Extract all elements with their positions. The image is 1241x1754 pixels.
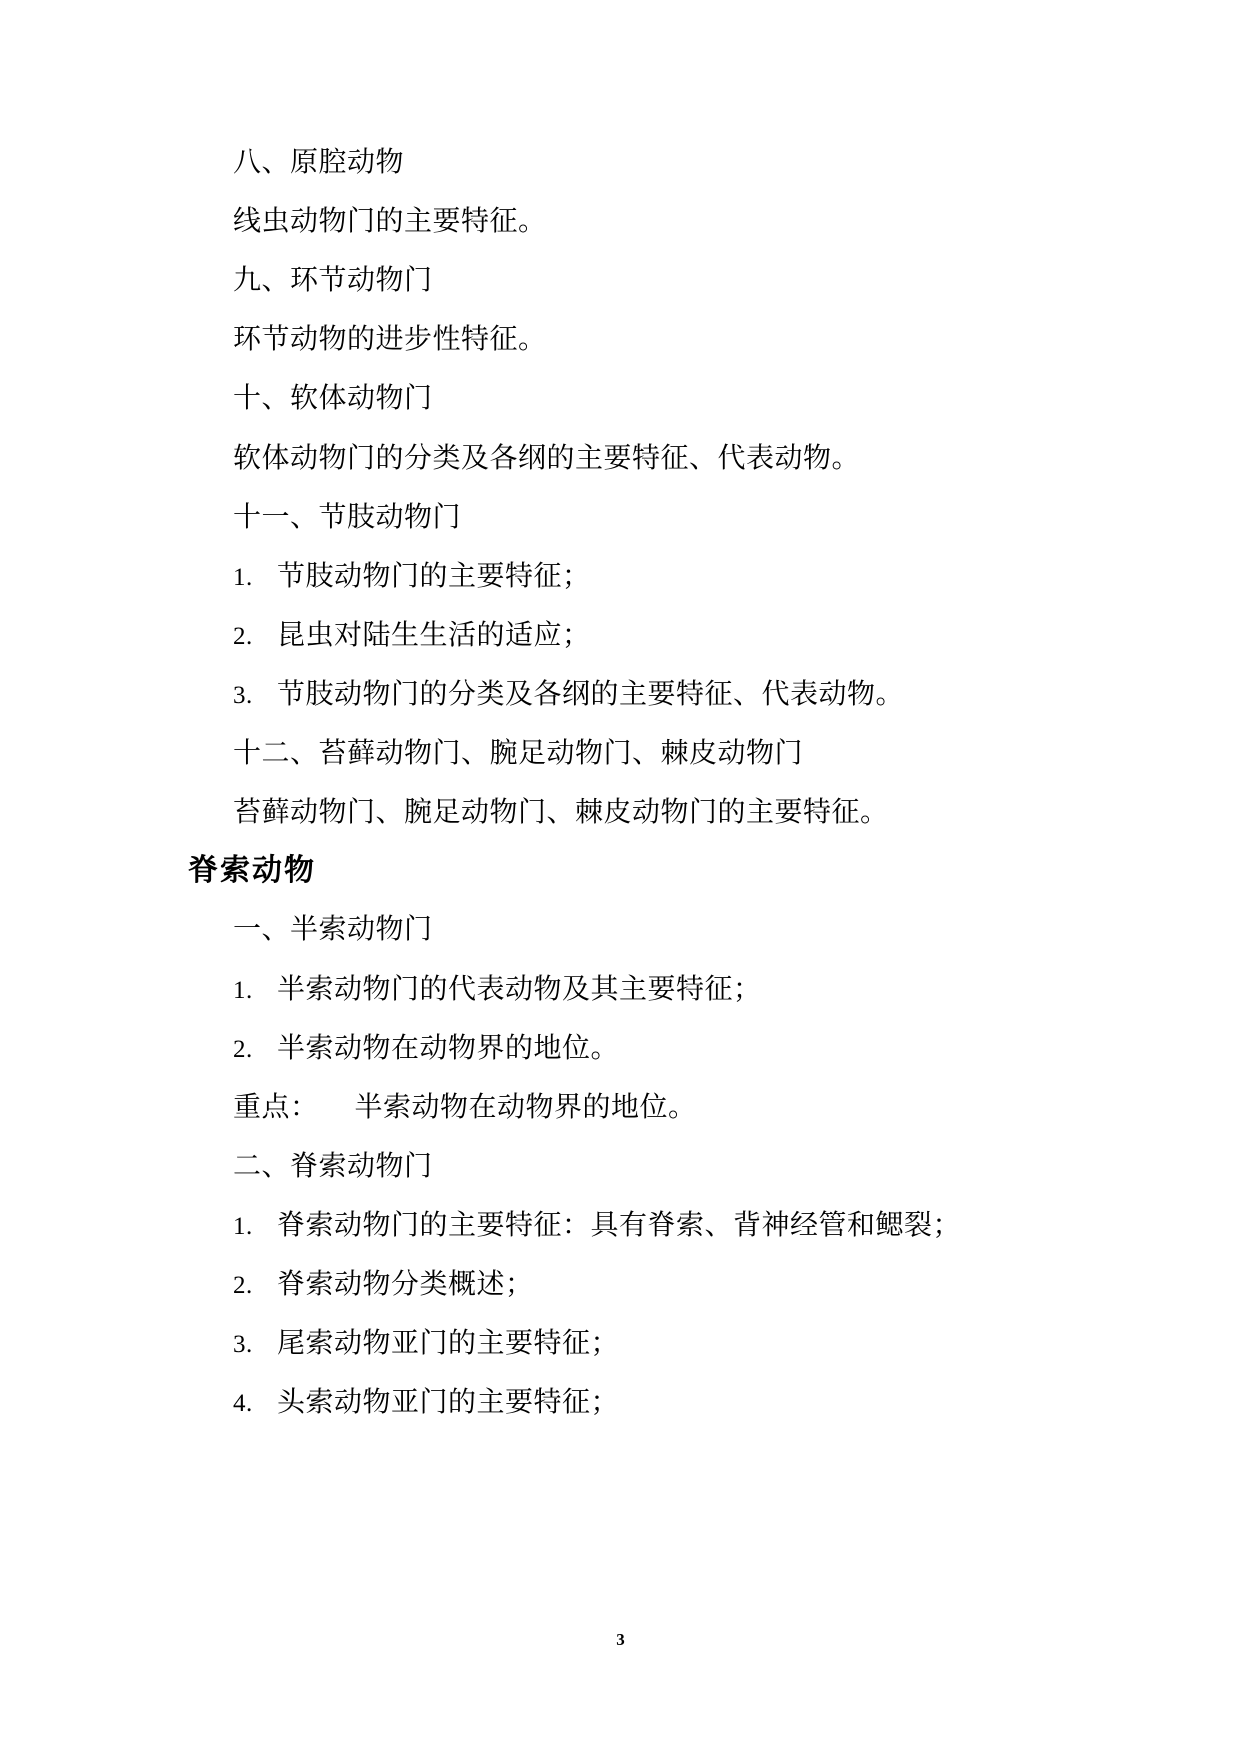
- numbered-item: [233, 617, 591, 655]
- item-text: 节肢动物门的分类及各纲的主要特征、代表动物。: [277, 677, 905, 710]
- key-point: [233, 1089, 697, 1125]
- outline-text: 苔藓动物门、腕足动物门、棘皮动物门的主要特征。: [233, 795, 889, 828]
- numbered-item: [233, 1207, 961, 1245]
- section-heading: 脊索动物: [188, 853, 316, 888]
- item-text: 昆虫对陆生生活的适应；: [277, 618, 591, 651]
- item-text: 半索动物门的代表动物及其主要特征；: [277, 972, 762, 1005]
- outline-heading-8: 八、原腔动物: [233, 145, 405, 178]
- item-number: 4.: [233, 1390, 253, 1417]
- outline-heading-12: 十二、苔藓动物门、腕足动物门、棘皮动物门: [233, 736, 804, 769]
- page-number: 3: [616, 1630, 625, 1649]
- item-text: 脊索动物分类概述；: [277, 1267, 534, 1300]
- numbered-item: [233, 971, 762, 1009]
- numbered-item: [233, 1384, 619, 1422]
- item-text: 头索动物亚门的主要特征；: [277, 1385, 620, 1418]
- item-number: 2.: [233, 1272, 253, 1299]
- outline-heading-1: 一、半索动物门: [233, 912, 433, 945]
- item-text: 尾索动物亚门的主要特征；: [277, 1326, 620, 1359]
- item-number: 1.: [233, 977, 253, 1004]
- item-number: 3.: [233, 1331, 253, 1358]
- key-point-text: 半索动物在动物界的地位。: [354, 1090, 697, 1123]
- numbered-item: [233, 1325, 619, 1363]
- item-number: 1.: [233, 1213, 253, 1240]
- outline-heading-11: 十一、节肢动物门: [233, 500, 462, 533]
- item-number: 1.: [233, 564, 253, 591]
- numbered-item: [233, 676, 904, 714]
- item-number: 2.: [233, 623, 253, 650]
- item-text: 脊索动物门的主要特征：具有脊索、背神经管和鳃裂；: [277, 1208, 962, 1241]
- outline-text: 软体动物门的分类及各纲的主要特征、代表动物。: [233, 441, 861, 474]
- item-text: 节肢动物门的主要特征；: [277, 559, 591, 592]
- key-point-label: 重点：: [233, 1090, 319, 1123]
- outline-heading-9: 九、环节动物门: [233, 263, 433, 296]
- numbered-item: [233, 1030, 619, 1068]
- item-number: 2.: [233, 1036, 253, 1063]
- outline-heading-2: 二、脊索动物门: [233, 1149, 433, 1182]
- outline-text: 线虫动物门的主要特征。: [233, 204, 547, 237]
- outline-heading-10: 十、软体动物门: [233, 381, 433, 414]
- outline-text: 环节动物的进步性特征。: [233, 322, 547, 355]
- item-text: 半索动物在动物界的地位。: [277, 1031, 620, 1064]
- numbered-item: [233, 1266, 534, 1304]
- item-number: 3.: [233, 682, 253, 709]
- numbered-item: [233, 558, 591, 596]
